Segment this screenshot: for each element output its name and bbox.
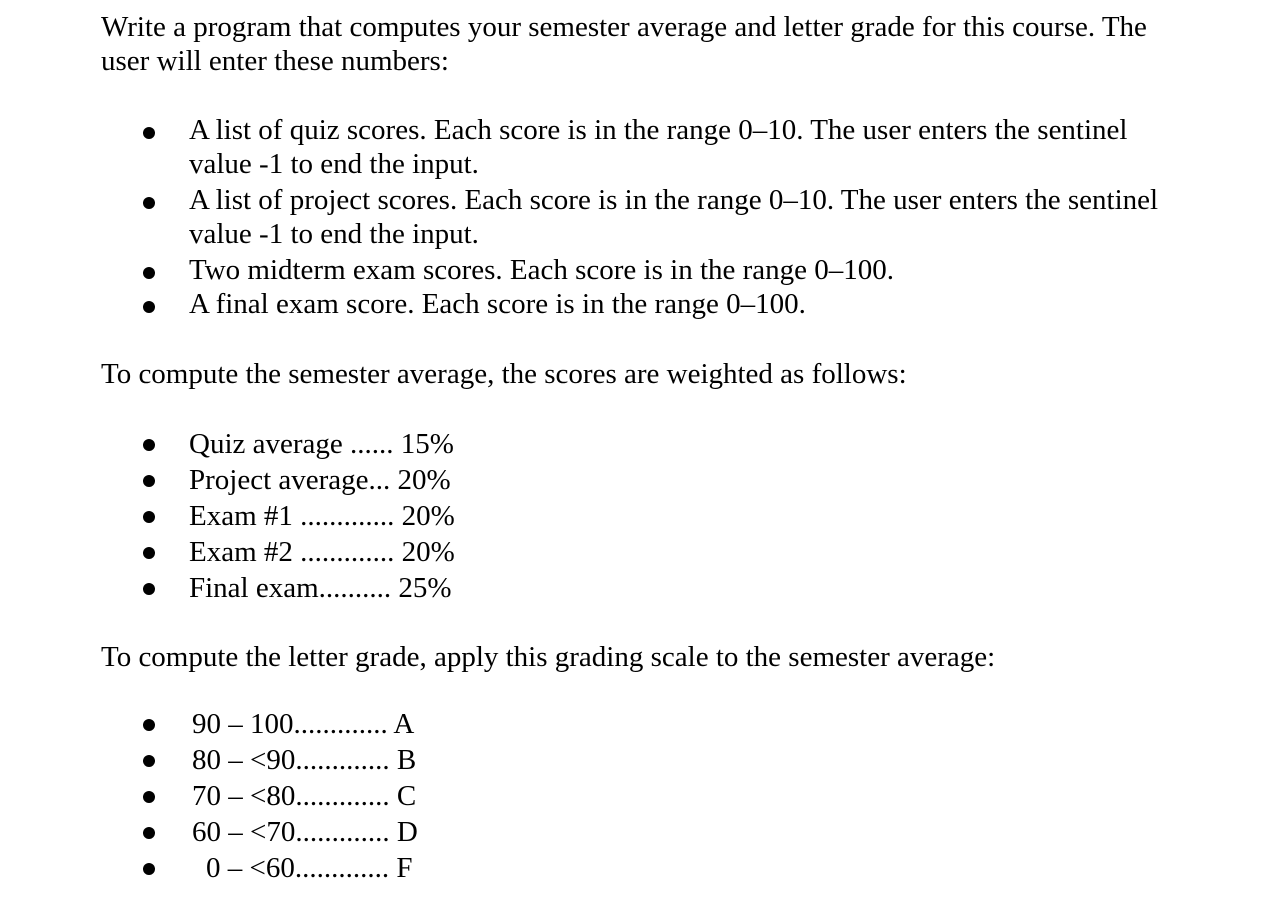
list-item: 0 – <60............. F <box>0 850 1284 886</box>
list-item: Quiz average ...... 15% <box>0 426 1284 462</box>
bullet-icon <box>143 301 155 313</box>
list-item: Final exam.......... 25% <box>0 570 1284 606</box>
intro-paragraph: Write a program that computes your semester average and letter grade for this course. The user will enter these numbers: <box>101 11 1147 77</box>
bullet-icon <box>143 863 155 875</box>
bullet-icon <box>143 791 155 803</box>
bullet-icon <box>143 583 155 595</box>
grading-scale-list <box>0 706 1284 886</box>
bullet-icon <box>143 197 155 209</box>
bullet-icon <box>143 267 155 279</box>
input-list <box>0 113 1284 321</box>
list-item: Project average... 20% <box>0 462 1284 498</box>
list-item: 90 – 100............. A <box>0 706 1284 742</box>
weights-intro: To compute the semester average, the scores are weighted as follows: <box>101 358 907 390</box>
bullet-icon <box>143 719 155 731</box>
list-item: 80 – <90............. B <box>0 742 1284 778</box>
list-item: A list of project scores. Each score is in the range 0–10. The user enters the sentinel value -1 to end the input. <box>0 183 1169 251</box>
list-item: Exam #2 ............. 20% <box>0 534 1284 570</box>
bullet-icon <box>143 439 155 451</box>
scale-intro: To compute the letter grade, apply this grading scale to the semester average: <box>101 641 996 673</box>
list-item: Exam #1 ............. 20% <box>0 498 1284 534</box>
bullet-icon <box>143 827 155 839</box>
bullet-icon <box>143 127 155 139</box>
list-item: A final exam score. Each score is in the range 0–100. <box>0 287 1169 321</box>
list-item: 70 – <80............. C <box>0 778 1284 814</box>
list-item: A list of quiz scores. Each score is in the range 0–10. The user enters the sentinel value -1 to end the input. <box>0 113 1169 181</box>
bullet-icon <box>143 511 155 523</box>
weights-list <box>0 426 1284 606</box>
bullet-icon <box>143 755 155 767</box>
bullet-icon <box>143 475 155 487</box>
list-item: 60 – <70............. D <box>0 814 1284 850</box>
bullet-icon <box>143 547 155 559</box>
list-item: Two midterm exam scores. Each score is in the range 0–100. <box>0 253 1169 287</box>
